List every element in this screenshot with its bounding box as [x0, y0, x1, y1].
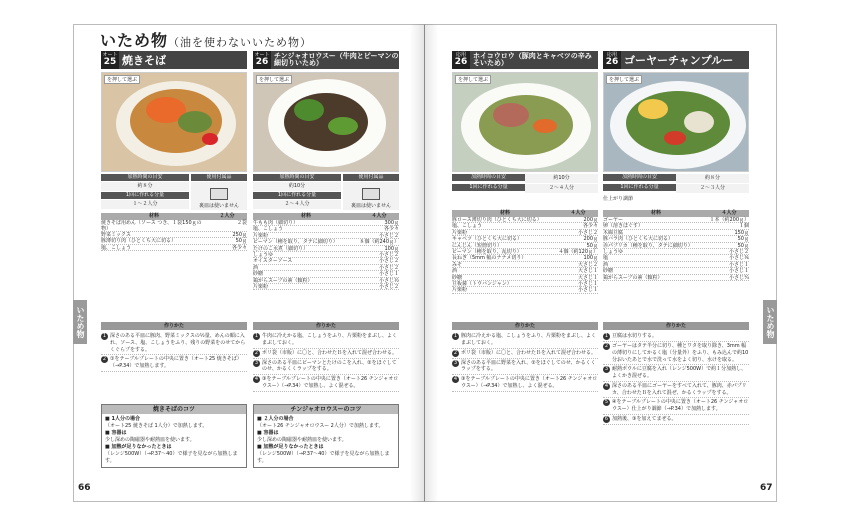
recipe-header [452, 51, 598, 69]
recipe-info [253, 174, 399, 210]
dish-photo [253, 72, 399, 172]
plate-icon [210, 188, 228, 200]
utensils-label: 使用付属品 [343, 174, 399, 181]
ingredient-table: 材料 ４人分 豚ロース薄切り肉（ひとくち大に切る） 200ｇ 塩、こしょう 各少々 片栗粉 小さじ２ キャベツ（ひとくち大に切る） 200ｇ にんじん（短冊切り） 50ｇ ピーマン（種を取り、乱切り） ４個（約120ｇ） 長ねぎ（5mm 幅のナナメ切り） 100ｇ みそ 大さじ２ 酒 大さじ１ 砂糖 大さじ１ 豆板醤（トウバンジャン） 小さじ１ 片栗粉 小さじ１ [452, 210, 598, 294]
recipe-header [603, 51, 749, 69]
recipe-hoikoro [452, 51, 598, 294]
recipe-header [253, 51, 399, 69]
section-subtitle: （油を使わないいため物） [168, 36, 313, 49]
method-step: 4 深さのある平皿にゴーヤーをすべて入れて、豚肉、赤パプリカ、合わせたＢを入れて混ぜ、かるくラップをする。 [603, 382, 749, 399]
servings-label: 1回に作れる分量 [253, 192, 341, 199]
servings-value: ２〜３人分 [676, 184, 749, 193]
method-step: 2 ①をテーブルプレートの中央に置き（オート25 焼きそば）（→P.34）で加熱します。 [101, 355, 247, 372]
recipe-title: 焼きそば [119, 51, 247, 69]
recipe-info [603, 174, 749, 194]
method-header: 作りかた [603, 322, 749, 330]
method-step: 2 ゴーヤーはタテ半分に切り、種とワタを取り除き、3mm 幅の薄切りにしてかるく塩（分量外）をふり、もみ込んで約10分おいたあとで水で洗って水をよく切り、水けを取る。 [603, 342, 749, 365]
heat-time-value: 約10分 [253, 182, 341, 191]
dish-photo [452, 72, 598, 172]
select-tag: を押して選ぶ [256, 75, 292, 84]
method-step: 4 ③をテーブルプレートの中央に置き（オート26 チンジャオロウスー）（→P.34）で加熱し、よく混ぜる。 [253, 375, 399, 392]
method-step: 2 ポリ袋（市販）に〇と、合わせたＢを入れて混ぜ合わせる。 [452, 349, 598, 359]
method-header: 作りかた [253, 322, 399, 330]
section-title-main: いため物 [100, 31, 169, 50]
recipe-title: ホイコウロウ（豚肉とキャベツの辛みそいため） [470, 51, 598, 69]
method-hoikoro [452, 322, 598, 392]
method-yakisoba [101, 322, 247, 372]
page-number-right: 67 [760, 483, 773, 493]
side-tab-left: いため物 [73, 300, 87, 344]
select-tag: を押して選ぶ [455, 75, 491, 84]
book-gutter [410, 24, 438, 502]
dish-photo [101, 72, 247, 172]
method-step: 1 豚肉に冷えかる塩、こしょうをふり、片栗粉をまぶし、よくまぶしておく。 [452, 332, 598, 349]
recipe-info [101, 174, 247, 210]
section-title [100, 28, 312, 51]
method-step: 1 牛肉に冷えかる塩、こしょうをふり、片栗粉をまぶし、よくまぶしておく。 [253, 332, 399, 349]
page-number-left: 66 [78, 483, 91, 493]
select-tag: を押して選ぶ [606, 75, 642, 84]
method-step: 2 ポリ袋（市販）に〇と、合わせたＢを入れて混ぜ合わせる。 [253, 349, 399, 359]
recipe-header [101, 51, 247, 69]
tips-chinjao: チンジャオロウスーのコツ ■ ２人分の場合 （オート26 チンジャオロウスー 2人分）で加熱します。 ■ 容器は 少し深めの陶磁器や耐熱皿を使います。 ■ 加熱が足りなかったときは （レンジ500W）（→P.37〜40）で様子を見ながら加熱します。 [253, 404, 399, 468]
heat-time-value: 約８分 [101, 182, 189, 191]
tips-title: チンジャオロウスーのコツ [254, 405, 398, 414]
method-step: 5 ④をテーブルプレートの中央に置き（オート26 チンジャオロウスー）仕上がり調節（→P.34）で加熱します。 [603, 398, 749, 415]
method-step: 1 深さのある平皿に豚肉、野菜ミックスの½量、めんの順に入れ、ソース、塩、こしょうをふり、残りの野菜をのせてからくぐらプをする。 [101, 332, 247, 355]
servings-label: 1回に作れる分量 [603, 184, 676, 191]
ingredient-table: 材料 ４人分 ゴーヤー １本（約200ｇ） 卵（溶きほぐす） １個 木綿豆腐 150ｇ 豚バラ肉（ひとくち大に切る） 50ｇ 赤パプリカ（種を取り、タテに細切り） 50ｇ しょうゆ 小さじ２ 塩 小さじ⅙ 酒 小さじ１ 砂糖 小さじ１ 鶏がらスープの素（顆粒） 小さじ¼ [603, 210, 749, 281]
servings-value: １〜２人分 [101, 200, 189, 209]
ingredient-table: 材料 ２人分 焼きそば用めん（ソース つき、１袋150ｇの物） ２袋 野菜ミックス 250ｇ 豚薄切り肉（ひとくち大に切る） 50ｇ 塩、こしょう 各少々 [101, 213, 247, 251]
servings-label: 1回に作れる分量 [101, 192, 189, 199]
auto-badge: オート 26 [254, 52, 270, 67]
recipe-goya [603, 51, 749, 281]
select-tag: を押して選ぶ [104, 75, 140, 84]
tips-title: 焼きそばのコツ [102, 405, 246, 414]
method-header: 作りかた [101, 322, 247, 330]
heat-time-label: 加熱時間の目安 [253, 174, 341, 181]
servings-value: ２〜４人分 [525, 184, 598, 193]
heat-time-label: 加熱時間の目安 [101, 174, 189, 181]
utensil-box: 裏皿は使いません [191, 182, 247, 210]
recipe-yakisoba [101, 51, 247, 251]
recipe-info [452, 174, 598, 194]
servings-label: 1回に作れる分量 [452, 184, 525, 191]
tips-yakisoba: 焼きそばのコツ ■ 1人分の場合 （オート25 焼きそば 1人分）で加熱します。 ■ 容器は 少し深めの陶磁器や耐熱皿を使います。 ■ 加熱が足りなかったときは （レンジ500W）（→P.37〜40）で様子を見ながら加熱します。 [101, 404, 247, 468]
method-chinjao [253, 322, 399, 392]
dish-photo [603, 72, 749, 172]
auto-badge: 応用 26 [452, 51, 470, 69]
recipe-title: チンジャオロウスー（牛肉とピーマンの細切りいため） [271, 51, 399, 69]
recipe-title: ゴーヤーチャンプルー [621, 51, 749, 69]
recipe-chinjao [253, 51, 399, 290]
heat-time-label: 加熱時間の目安 [452, 174, 525, 181]
heat-time-value: 約８分 [676, 174, 749, 183]
side-tab-right: いため物 [763, 300, 777, 344]
utensil-box: 裏皿は使いません [343, 182, 399, 210]
servings-value: ２〜４人分 [253, 200, 341, 209]
ingredient-table: 材料 ４人分 牛もも肉（細切り） 300ｇ 塩、こしょう 各少々 片栗粉 小さじ２ ピーマン（種を取り、タテに細切り） ８個（約240ｇ） たけのこ水煮（細切り） 100ｇ しょうゆ 小さじ２ オイスターソース 小さじ２ 酒 小さじ２ 砂糖 小さじ１ 鶏がらスープの素（顆粒） 小さじ½ 片栗粉 小さじ２ [253, 213, 399, 290]
yield-note: 仕上がり調節 [603, 196, 634, 202]
method-step: 1 豆腐は水切りする。 [603, 332, 749, 342]
heat-time-label: 加熱時間の目安 [603, 174, 676, 181]
method-step: 3 耐熱ボウルに豆腐を入れ（レンジ500W）で約１分加熱し、よくかき混ぜる。 [603, 365, 749, 382]
utensils-label: 使用付属品 [191, 174, 247, 181]
method-goya [603, 322, 749, 425]
method-header: 作りかた [452, 322, 598, 330]
auto-badge: オート 25 [102, 52, 118, 67]
method-step: 3 深さのある平皿に野菜を入れ、②をほぐしてのせ、かるくくラップをする。 [452, 359, 598, 376]
auto-badge: 応用 26 [603, 51, 621, 69]
method-step: 6 加熱後、③を加えてまぜる。 [603, 415, 749, 425]
plate-icon [362, 188, 380, 200]
heat-time-value: 約10分 [525, 174, 598, 183]
method-step: 3 深さのある平皿にピーマンとたけのこを入れ、②をほぐしてのせ、かるくくラップをする。 [253, 359, 399, 376]
method-step: 4 ③をテーブルプレートの中央に置き（オート26 チンジャオロウスー）（→P.34）で加熱し、よく混ぜる。 [452, 375, 598, 392]
